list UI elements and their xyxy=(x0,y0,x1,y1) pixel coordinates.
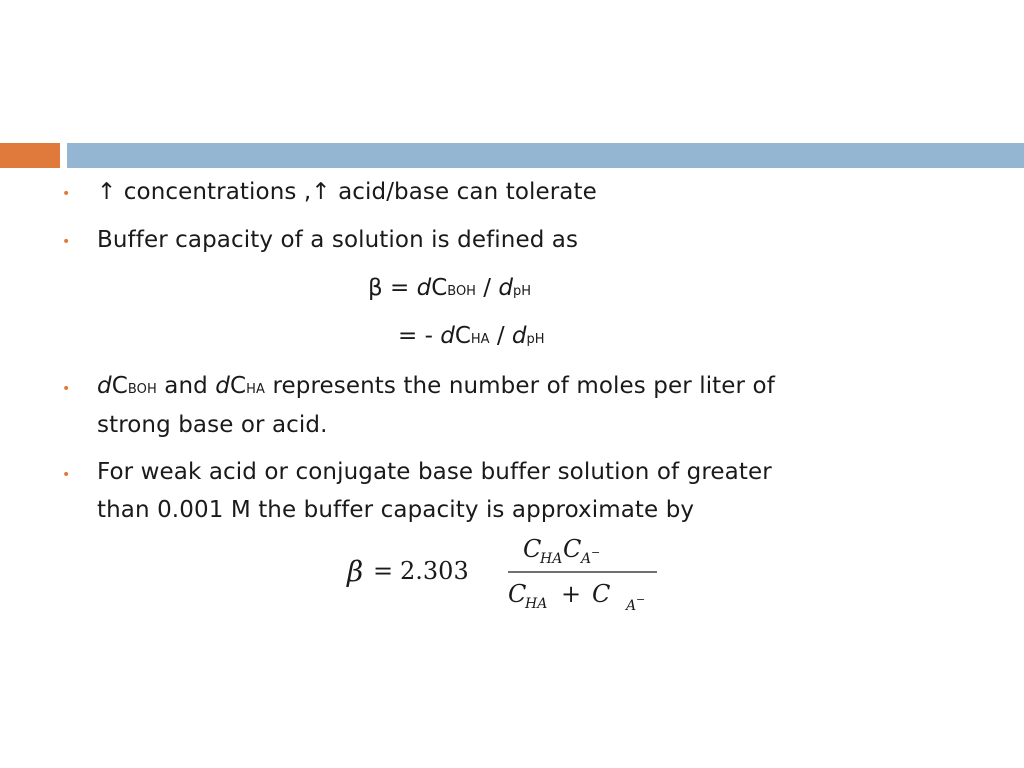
formula-coefficient: 2.303 xyxy=(400,557,469,585)
eq2-slash: / xyxy=(489,323,512,349)
eq2-sub-ha: HA xyxy=(470,332,490,347)
formula-den-minus: − xyxy=(636,593,646,606)
b3-d1: d xyxy=(97,373,112,399)
bullet-marker: • xyxy=(62,467,71,483)
formula-num-c2: C xyxy=(563,535,582,563)
b3-rest: represents the number of moles per liter of xyxy=(265,373,775,399)
b3-d2: d xyxy=(215,373,230,399)
eq2-sub-ph: pH xyxy=(526,332,545,347)
equation-minus-ha xyxy=(398,323,545,349)
eq2-d: d xyxy=(440,323,455,349)
formula-den-sub-a: A xyxy=(626,598,637,614)
b3-c2: C xyxy=(229,373,247,399)
bullet-marker: • xyxy=(62,381,71,397)
bullet-marker: • xyxy=(62,186,71,202)
formula-plus: + xyxy=(561,580,582,608)
eq2-c: C xyxy=(454,323,471,349)
formula-num-sub-a: A xyxy=(581,551,592,567)
equation-beta-boh xyxy=(368,275,531,301)
formula-num-c1: C xyxy=(523,535,542,563)
b3-sub-ha: HA xyxy=(246,382,266,397)
eq1-d2: d xyxy=(498,275,513,301)
formula-den-sub-ha: HA xyxy=(525,596,548,612)
b3-c1: C xyxy=(111,373,128,399)
bullet-text-moles-line1 xyxy=(97,373,775,399)
beta-symbol: β = xyxy=(368,275,417,301)
bullet-marker: • xyxy=(62,234,71,250)
formula-den-c1: C xyxy=(508,580,527,608)
bullet-text-weak-acid-line1: For weak acid or conjugate base buffer solution of greater xyxy=(97,459,772,485)
b3-sub-boh: BOH xyxy=(127,382,157,397)
eq1-c: C xyxy=(431,275,448,301)
formula-svg xyxy=(345,533,665,623)
formula-equals: = xyxy=(373,557,394,585)
eq2-prefix: = - xyxy=(398,323,441,349)
bullet-text-moles-line2: strong base or acid. xyxy=(97,412,328,438)
formula-num-minus: − xyxy=(591,546,601,559)
formula-num-sub-ha: HA xyxy=(540,551,563,567)
buffer-capacity-formula xyxy=(345,533,665,623)
eq1-d: d xyxy=(416,275,432,301)
formula-den-c2: C xyxy=(592,580,611,608)
eq1-sub-boh: BOH xyxy=(447,284,476,299)
eq1-slash: / xyxy=(475,275,499,301)
bullet-text-buffer-capacity: Buffer capacity of a solution is defined as xyxy=(97,227,579,253)
formula-beta: β xyxy=(347,555,364,588)
b3-and: and xyxy=(156,373,216,399)
eq2-d2: d xyxy=(511,323,527,349)
bullet-text-concentrations: ↑ concentrations ,↑ acid/base can tolerate xyxy=(97,179,597,205)
eq1-sub-ph: pH xyxy=(512,284,531,299)
bullet-text-weak-acid-line2: than 0.001 M the buffer capacity is approximate by xyxy=(97,497,695,523)
